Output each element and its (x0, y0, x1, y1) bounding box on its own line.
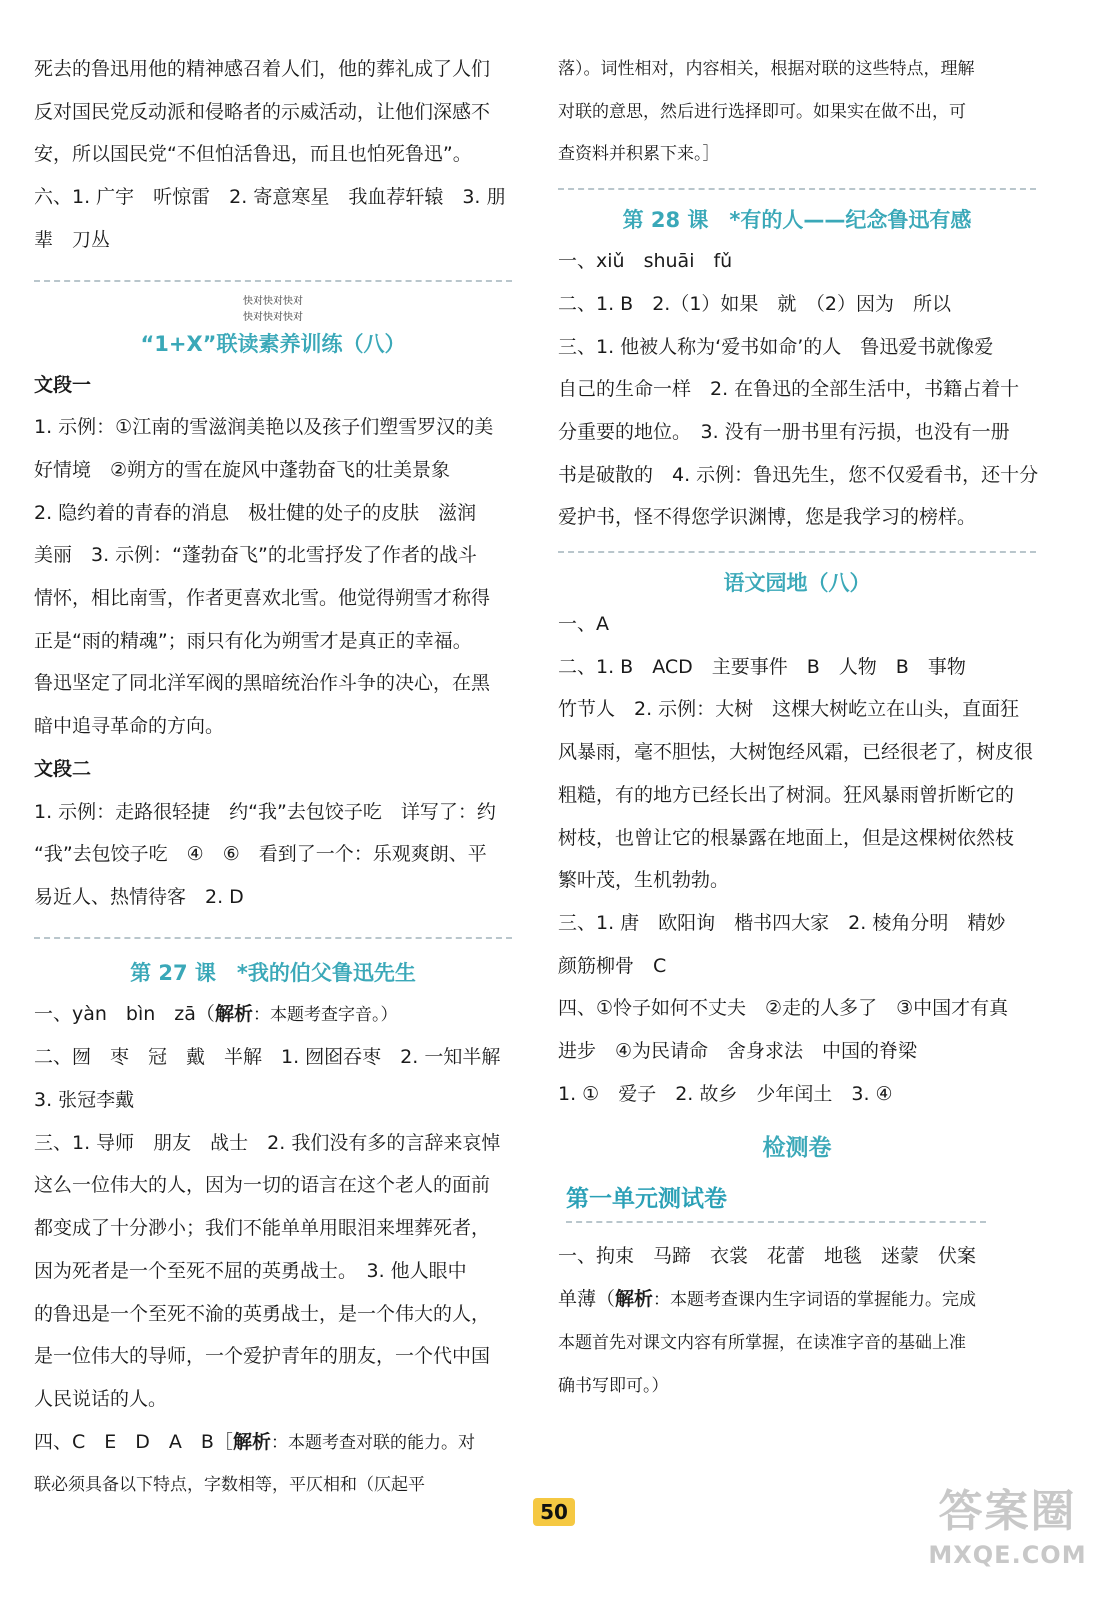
text-line: 3. 张冠李戴 (34, 1089, 135, 1112)
lesson27-body (34, 993, 512, 1507)
text-line: 安，所以国民党“不但怕活鲁迅，而且也怕死鲁迅”。 (34, 143, 472, 166)
text-line: 人民说话的人。 (34, 1387, 168, 1410)
text-line (34, 1421, 512, 1465)
text-line: 自己的生命一样 2. 在鲁迅的全部生活中，书籍占着十 (558, 378, 1020, 401)
text-line: 好情境 ②朔方的雪在旋风中蓬勃奋飞的壮美景象 (34, 458, 451, 481)
text-line: 确书写即可。） (558, 1375, 669, 1396)
analysis-label: 解析 (615, 1288, 654, 1311)
text-line: 1. 示例：①江南的雪滋润美艳以及孩子们塑雪罗汉的美 (34, 416, 494, 439)
tiny-label: 快对快对快对 (243, 295, 303, 307)
text-line: 繁叶茂，生机勃勃。 (558, 869, 730, 892)
text-line: 六、1. 广宇 听惊雷 2. 寄意寒星 我血荐轩辕 3. 朋 (34, 186, 506, 209)
text-line: 三、1. 他被人称为‘爱书如命’的人 鲁迅爱书就像爱 (558, 335, 994, 358)
text-line: 死去的鲁迅用他的精神感召着人们，他的葬礼成了人们 (34, 58, 491, 80)
text-line: 进步 ④为民请命 舍身求法 中国的脊梁 (558, 1040, 918, 1063)
unit-title: 第一单元测试卷 (566, 1179, 986, 1223)
text-line: 鲁迅坚定了同北洋军阀的黑暗统治作斗争的决心，在黑 (34, 672, 491, 695)
lesson28-title: 第 28 课 *有的人——纪念鲁迅有感 (622, 208, 972, 233)
left-intro (34, 48, 512, 262)
text-line: 粗糙，有的地方已经长出了树洞。狂风暴雨曾折断它的 (558, 783, 1015, 806)
analysis-label: 解析 (232, 1430, 271, 1453)
text-line: 竹节人 2. 示例：大树 这棵大树屹立在山头，直面狂 (558, 698, 1020, 721)
right-intro (558, 48, 1036, 176)
text-line: 正是“雨的精魂”；雨只有化为朔雪才是真正的幸福。 (34, 629, 472, 652)
text-line: 风暴雨，毫不胆怯，大树饱经风霜，已经很老了，树皮很 (558, 741, 1034, 764)
text-line: 一、拘束 马蹄 衣裳 花蕾 地毯 迷蒙 伏案 (558, 1245, 977, 1268)
line-main: 四、C E D A B［ (34, 1430, 233, 1453)
analysis-note: ：本题考查字音。） (252, 1004, 398, 1025)
text-line: 易近人、热情待客 2. D (34, 885, 244, 908)
text-line: 对联的意思，然后进行选择即可。如果实在做不出，可 (558, 101, 966, 122)
training-title: “1+X”联读素养训练（八） (140, 331, 406, 356)
text-line: 一、xiǔ shuāi fǔ (558, 250, 733, 273)
watermark-top: 答案圈 (938, 1486, 1077, 1537)
tiny-label: 快对快对快对 (243, 311, 303, 323)
text-line: 的鲁迅是一个至死不渝的英勇战士，是一个伟大的人， (34, 1302, 491, 1325)
text-line: 暗中追寻革命的方向。 (34, 715, 225, 738)
text-line: 都变成了十分渺小；我们不能单单用眼泪来埋葬死者， (34, 1217, 491, 1240)
watermark-bottom: MXQE.COM (928, 1541, 1087, 1569)
text-line: 二、1. B 2.（1）如果 就 （2）因为 所以 (558, 292, 952, 315)
text-line: 因为死者是一个至死不屈的英勇战士。 3. 他人眼中 (34, 1259, 467, 1282)
section2-body (34, 791, 512, 919)
garden-body (558, 603, 1036, 1115)
right-column (558, 48, 1039, 1407)
divider (34, 937, 512, 939)
section-title: 文段二 (34, 757, 92, 780)
text-line: 1. 示例：走路很轻捷 约“我”去包饺子吃 详写了：约 (34, 800, 496, 823)
text-line: 辈 刀丛 (34, 228, 111, 251)
text-line: 反对国民党反动派和侵略者的示威活动，让他们深感不 (34, 100, 491, 123)
text-line: 三、1. 导师 朋友 战士 2. 我们没有多的言辞来哀悼 (34, 1131, 501, 1154)
text-line: 书是破散的 4. 示例：鲁迅先生，您不仅爱看书，还十分 (558, 463, 1039, 486)
text-line: 查资料并积累下来。］ (558, 144, 720, 165)
text-line: 美丽 3. 示例：“蓬勃奋飞”的北雪抒发了作者的战斗 (34, 544, 477, 567)
text-line: 分重要的地位。 3. 没有一册书里有污损，也没有一册 (558, 420, 1010, 443)
line-main: 单薄（ (558, 1288, 616, 1311)
page-number: 50 (533, 1498, 575, 1526)
line-main: 一、yàn bìn zā（ (34, 1002, 215, 1025)
analysis-note: ：本题考查对联的能力。对 (270, 1432, 475, 1453)
text-line: 二、1. B ACD 主要事件 B 人物 B 事物 (558, 655, 966, 678)
text-line: 四、①怜子如何不丈夫 ②走的人多了 ③中国才有真 (558, 997, 1009, 1020)
text-line: 一、A (558, 613, 609, 636)
section1-body (34, 406, 512, 748)
left-column (34, 48, 512, 1507)
text-line: 颜筋柳骨 C (558, 954, 667, 977)
text-line: 落）。词性相对，内容相关，根据对联的这些特点，理解 (558, 59, 975, 79)
garden-title: 语文园地（八） (723, 571, 871, 596)
exam-title: 检测卷 (762, 1135, 832, 1162)
text-line: 树枝，也曾让它的根暴露在地面上，但是这棵树依然枝 (558, 826, 1015, 849)
unit-body (558, 1235, 1036, 1407)
text-line: 这么一位伟大的人，因为一切的语言在这个老人的面前 (34, 1174, 491, 1197)
spacer (558, 1223, 1036, 1235)
text-line: 1. ① 爱子 2. 故乡 少年闰土 3. ④ (558, 1082, 893, 1105)
text-line: 三、1. 唐 欧阳询 楷书四大家 2. 棱角分明 精妙 (558, 911, 1006, 934)
text-line: 2. 隐约着的青春的消息 极壮健的处子的皮肤 滋润 (34, 501, 477, 524)
text-line: 联必须具备以下特点，字数相等，平仄相和（仄起平 (34, 1475, 425, 1496)
text-line: 爱护书，怪不得您学识渊博，您是我学习的榜样。 (558, 506, 977, 529)
text-line: 本题首先对课文内容有所掌握，在读准字音的基础上准 (558, 1332, 966, 1353)
divider (558, 551, 1036, 553)
text-line: 情怀，相比南雪，作者更喜欢北雪。他觉得朔雪才称得 (34, 587, 491, 610)
text-line (34, 993, 512, 1037)
text-line: “我”去包饺子吃 ④ ⑥ 看到了一个：乐观爽朗、平 (34, 843, 487, 866)
analysis-note: ：本题考查课内生字词语的掌握能力。完成 (653, 1290, 977, 1311)
analysis-label: 解析 (214, 1002, 253, 1025)
watermark-logo (920, 1484, 1095, 1584)
lesson28-body (558, 240, 1039, 539)
lesson27-title: 第 27 课 *我的伯父鲁迅先生 (130, 960, 416, 985)
text-line: 二、囫 枣 冠 戴 半解 1. 囫囵吞枣 2. 一知半解 (34, 1046, 501, 1069)
divider (558, 188, 1036, 190)
text-line (558, 1278, 1036, 1322)
section-title: 文段一 (34, 373, 92, 396)
divider (34, 280, 512, 282)
text-line: 是一位伟大的导师，一个爱护青年的朋友，一个代中国 (34, 1345, 491, 1368)
